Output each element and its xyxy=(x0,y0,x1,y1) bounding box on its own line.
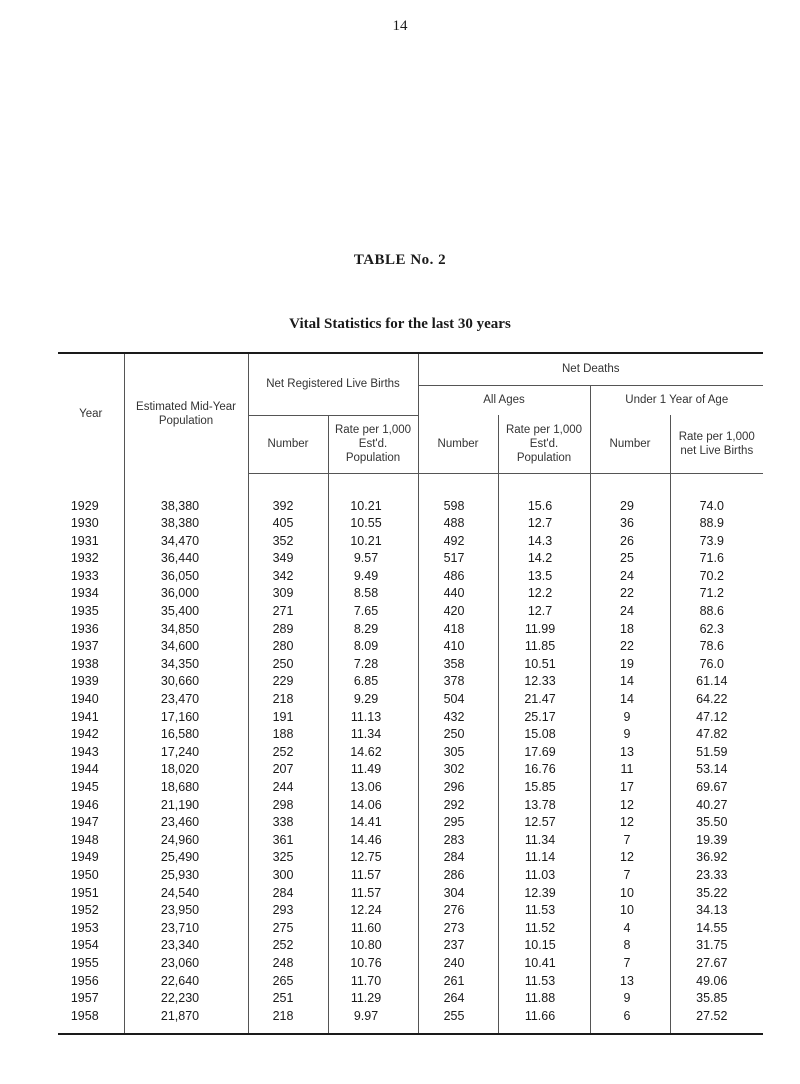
population-cell: 23,460 xyxy=(124,814,248,832)
population-cell: 36,050 xyxy=(124,568,248,586)
table-row xyxy=(58,920,763,938)
births-group-header: Net Registered Live Births xyxy=(248,353,418,415)
infant-deaths-cell: 22 xyxy=(590,638,670,656)
year-cell: 1953 xyxy=(70,920,99,935)
population-cell: 18,020 xyxy=(124,761,248,779)
infant-rate-cell: 36.92 xyxy=(670,849,763,867)
under-one-year-header: Under 1 Year of Age xyxy=(590,385,763,415)
infant-deaths-cell: 6 xyxy=(590,1008,670,1026)
births-number-cell: 265 xyxy=(248,973,328,991)
table-row xyxy=(58,1008,763,1026)
birth-rate-cell: 10.76 xyxy=(328,955,418,973)
birth-rate-cell: 8.58 xyxy=(328,585,418,603)
deaths-number-cell: 286 xyxy=(418,867,498,885)
deaths-number-cell: 264 xyxy=(418,990,498,1008)
table-row xyxy=(58,779,763,797)
death-rate-cell: 10.15 xyxy=(498,937,590,955)
births-number-cell: 289 xyxy=(248,621,328,639)
year-cell: 1951 xyxy=(70,885,99,900)
death-rate-cell: 16.76 xyxy=(498,761,590,779)
births-number-cell: 293 xyxy=(248,902,328,920)
infant-deaths-cell: 29 xyxy=(590,498,670,516)
deaths-number-cell: 273 xyxy=(418,920,498,938)
population-cell: 22,230 xyxy=(124,990,248,1008)
births-number-cell: 392 xyxy=(248,498,328,516)
table-row xyxy=(58,533,763,551)
infant-deaths-cell: 9 xyxy=(590,990,670,1008)
deaths-number-cell: 410 xyxy=(418,638,498,656)
death-rate-cell: 12.57 xyxy=(498,814,590,832)
infant-rate-cell: 34.13 xyxy=(670,902,763,920)
table-row xyxy=(58,867,763,885)
infant-rate-cell: 51.59 xyxy=(670,744,763,762)
birth-rate-cell: 10.21 xyxy=(328,498,418,516)
infant-deaths-cell: 22 xyxy=(590,585,670,603)
population-cell: 34,600 xyxy=(124,638,248,656)
birth-rate-cell: 10.80 xyxy=(328,937,418,955)
infant-deaths-cell: 7 xyxy=(590,955,670,973)
birth-rate-cell: 11.57 xyxy=(328,867,418,885)
death-rate-cell: 14.2 xyxy=(498,550,590,568)
deaths-number-cell: 378 xyxy=(418,673,498,691)
infant-rate-cell: 27.67 xyxy=(670,955,763,973)
table-row xyxy=(58,673,763,691)
year-cell: 1941 xyxy=(70,709,99,724)
death-rate-cell: 12.2 xyxy=(498,585,590,603)
population-cell: 36,000 xyxy=(124,585,248,603)
year-header: Year xyxy=(79,407,103,420)
population-cell: 23,950 xyxy=(124,902,248,920)
infant-deaths-cell: 14 xyxy=(590,691,670,709)
birth-rate-cell: 8.29 xyxy=(328,621,418,639)
table-row xyxy=(58,638,763,656)
births-number-cell: 338 xyxy=(248,814,328,832)
all-ages-header: All Ages xyxy=(418,385,590,415)
deaths-number-cell: 432 xyxy=(418,709,498,727)
infant-deaths-cell: 26 xyxy=(590,533,670,551)
death-rate-cell: 11.85 xyxy=(498,638,590,656)
deaths-number-cell: 420 xyxy=(418,603,498,621)
deaths-number-cell: 492 xyxy=(418,533,498,551)
birth-rate-cell: 10.55 xyxy=(328,515,418,533)
infant-rate-cell: 88.9 xyxy=(670,515,763,533)
birth-rate-cell: 11.34 xyxy=(328,726,418,744)
deaths-number-cell: 276 xyxy=(418,902,498,920)
table-row xyxy=(58,761,763,779)
death-rate-cell: 15.6 xyxy=(498,498,590,516)
year-cell: 1944 xyxy=(70,762,99,777)
year-cell: 1938 xyxy=(70,656,99,671)
births-number-cell: 342 xyxy=(248,568,328,586)
population-cell: 25,490 xyxy=(124,849,248,867)
deaths-number-cell: 504 xyxy=(418,691,498,709)
year-cell: 1946 xyxy=(70,797,99,812)
birth-rate-cell: 9.49 xyxy=(328,568,418,586)
year-cell: 1934 xyxy=(70,586,99,601)
population-cell: 22,640 xyxy=(124,973,248,991)
infant-deaths-cell: 12 xyxy=(590,814,670,832)
year-cell: 1955 xyxy=(70,955,99,970)
death-rate-cell: 12.33 xyxy=(498,673,590,691)
table-subtitle: Vital Statistics for the last 30 years xyxy=(289,316,511,332)
births-number-cell: 218 xyxy=(248,691,328,709)
infant-rate-cell: 73.9 xyxy=(670,533,763,551)
infant-deaths-number-header: Number xyxy=(590,415,670,473)
deaths-number-cell: 255 xyxy=(418,1008,498,1026)
table-row xyxy=(58,726,763,744)
deaths-number-header: Number xyxy=(418,415,498,473)
birth-rate-cell: 14.46 xyxy=(328,832,418,850)
infant-rate-cell: 14.55 xyxy=(670,920,763,938)
year-cell: 1948 xyxy=(70,832,99,847)
year-cell: 1952 xyxy=(70,903,99,918)
population-cell: 24,540 xyxy=(124,885,248,903)
year-cell: 1945 xyxy=(70,780,99,794)
deaths-number-cell: 296 xyxy=(418,779,498,797)
births-number-cell: 271 xyxy=(248,603,328,621)
deaths-number-cell: 486 xyxy=(418,568,498,586)
births-number-cell: 207 xyxy=(248,761,328,779)
birth-rate-cell: 7.65 xyxy=(328,603,418,621)
births-number-cell: 229 xyxy=(248,673,328,691)
births-number-cell: 244 xyxy=(248,779,328,797)
birth-rate-cell: 11.13 xyxy=(328,709,418,727)
year-cell: 1939 xyxy=(70,674,99,689)
deaths-number-cell: 295 xyxy=(418,814,498,832)
death-rate-cell: 13.5 xyxy=(498,568,590,586)
year-cell: 1943 xyxy=(70,744,99,759)
population-header: Estimated Mid-Year Population xyxy=(124,353,248,473)
table-row xyxy=(58,849,763,867)
deaths-number-cell: 250 xyxy=(418,726,498,744)
infant-deaths-cell: 8 xyxy=(590,937,670,955)
table-row xyxy=(58,902,763,920)
year-cell: 1933 xyxy=(70,568,99,583)
infant-rate-cell: 62.3 xyxy=(670,621,763,639)
infant-deaths-cell: 36 xyxy=(590,515,670,533)
death-rate-cell: 13.78 xyxy=(498,797,590,815)
infant-rate-cell: 27.52 xyxy=(670,1008,763,1026)
births-number-cell: 218 xyxy=(248,1008,328,1026)
deaths-number-cell: 304 xyxy=(418,885,498,903)
deaths-number-cell: 598 xyxy=(418,498,498,516)
infant-rate-cell: 35.85 xyxy=(670,990,763,1008)
deaths-number-cell: 283 xyxy=(418,832,498,850)
births-number-cell: 352 xyxy=(248,533,328,551)
birth-rate-cell: 9.29 xyxy=(328,691,418,709)
birth-rate-cell: 7.28 xyxy=(328,656,418,674)
table-row xyxy=(58,498,763,516)
birth-rate-cell: 9.57 xyxy=(328,550,418,568)
population-cell: 21,190 xyxy=(124,797,248,815)
year-cell: 1950 xyxy=(70,867,99,882)
population-cell: 36,440 xyxy=(124,550,248,568)
population-cell: 17,160 xyxy=(124,709,248,727)
infant-rate-cell: 49.06 xyxy=(670,973,763,991)
infant-rate-cell: 19.39 xyxy=(670,832,763,850)
table-row xyxy=(58,550,763,568)
infant-deaths-cell: 18 xyxy=(590,621,670,639)
population-cell: 34,850 xyxy=(124,621,248,639)
infant-deaths-cell: 9 xyxy=(590,709,670,727)
birth-rate-cell: 14.62 xyxy=(328,744,418,762)
death-rate-cell: 14.3 xyxy=(498,533,590,551)
table-row xyxy=(58,621,763,639)
death-rate-cell: 11.03 xyxy=(498,867,590,885)
table-row xyxy=(58,937,763,955)
death-rate-cell: 15.08 xyxy=(498,726,590,744)
births-number-cell: 284 xyxy=(248,885,328,903)
table-row xyxy=(58,797,763,815)
births-number-cell: 275 xyxy=(248,920,328,938)
infant-rate-cell: 53.14 xyxy=(670,761,763,779)
infant-deaths-cell: 7 xyxy=(590,867,670,885)
births-number-cell: 405 xyxy=(248,515,328,533)
death-rate-cell: 12.7 xyxy=(498,603,590,621)
infant-deaths-cell: 4 xyxy=(590,920,670,938)
table-body xyxy=(58,473,763,1034)
infant-deaths-cell: 9 xyxy=(590,726,670,744)
deaths-number-cell: 418 xyxy=(418,621,498,639)
table-row xyxy=(58,585,763,603)
death-rate-cell: 11.34 xyxy=(498,832,590,850)
page-number: 14 xyxy=(392,18,408,34)
population-cell: 34,470 xyxy=(124,533,248,551)
infant-deaths-cell: 12 xyxy=(590,849,670,867)
infant-deaths-cell: 24 xyxy=(590,568,670,586)
infant-deaths-cell: 14 xyxy=(590,673,670,691)
births-number-cell: 280 xyxy=(248,638,328,656)
infant-rate-cell: 47.12 xyxy=(670,709,763,727)
infant-death-rate-header: Rate per 1,000 net Live Births xyxy=(670,415,763,473)
population-cell: 38,380 xyxy=(124,515,248,533)
deaths-number-cell: 358 xyxy=(418,656,498,674)
population-cell: 23,470 xyxy=(124,691,248,709)
population-cell: 24,960 xyxy=(124,832,248,850)
infant-deaths-cell: 13 xyxy=(590,744,670,762)
birth-rate-cell: 10.21 xyxy=(328,533,418,551)
births-number-cell: 191 xyxy=(248,709,328,727)
population-cell: 16,580 xyxy=(124,726,248,744)
population-cell: 18,680 xyxy=(124,779,248,797)
deaths-number-cell: 284 xyxy=(418,849,498,867)
infant-rate-cell: 69.67 xyxy=(670,779,763,797)
death-rate-header: Rate per 1,000 Est'd. Population xyxy=(498,415,590,473)
infant-rate-cell: 31.75 xyxy=(670,937,763,955)
year-cell: 1940 xyxy=(70,692,99,707)
infant-deaths-cell: 25 xyxy=(590,550,670,568)
births-number-cell: 250 xyxy=(248,656,328,674)
table-row xyxy=(58,990,763,1008)
death-rate-cell: 15.85 xyxy=(498,779,590,797)
year-cell: 1936 xyxy=(70,621,99,636)
birth-rate-cell: 13.06 xyxy=(328,779,418,797)
death-rate-cell: 11.53 xyxy=(498,902,590,920)
births-number-cell: 248 xyxy=(248,955,328,973)
table-row xyxy=(58,691,763,709)
population-cell: 38,380 xyxy=(124,498,248,516)
table-row xyxy=(58,955,763,973)
birth-rate-cell: 14.41 xyxy=(328,814,418,832)
deaths-number-cell: 292 xyxy=(418,797,498,815)
table-row xyxy=(58,709,763,727)
infant-rate-cell: 71.2 xyxy=(670,585,763,603)
births-number-cell: 309 xyxy=(248,585,328,603)
population-cell: 23,710 xyxy=(124,920,248,938)
infant-deaths-cell: 11 xyxy=(590,761,670,779)
births-number-cell: 188 xyxy=(248,726,328,744)
deaths-group-header: Net Deaths xyxy=(418,353,763,385)
death-rate-cell: 17.69 xyxy=(498,744,590,762)
death-rate-cell: 21.47 xyxy=(498,691,590,709)
year-cell: 1949 xyxy=(70,850,99,865)
births-number-cell: 349 xyxy=(248,550,328,568)
death-rate-cell: 11.88 xyxy=(498,990,590,1008)
table-row xyxy=(58,814,763,832)
birth-rate-cell: 6.85 xyxy=(328,673,418,691)
infant-rate-cell: 71.6 xyxy=(670,550,763,568)
deaths-number-cell: 240 xyxy=(418,955,498,973)
birth-rate-cell: 11.49 xyxy=(328,761,418,779)
births-number-cell: 300 xyxy=(248,867,328,885)
birth-rate-cell: 12.24 xyxy=(328,902,418,920)
infant-rate-cell: 61.14 xyxy=(670,673,763,691)
births-number-cell: 325 xyxy=(248,849,328,867)
death-rate-cell: 12.7 xyxy=(498,515,590,533)
death-rate-cell: 11.14 xyxy=(498,849,590,867)
table-row xyxy=(58,973,763,991)
population-cell: 30,660 xyxy=(124,673,248,691)
year-cell: 1942 xyxy=(70,727,99,742)
death-rate-cell: 12.39 xyxy=(498,885,590,903)
year-cell: 1954 xyxy=(70,938,99,953)
infant-rate-cell: 35.50 xyxy=(670,814,763,832)
births-number-cell: 252 xyxy=(248,744,328,762)
infant-rate-cell: 35.22 xyxy=(670,885,763,903)
deaths-number-cell: 261 xyxy=(418,973,498,991)
birth-rate-cell: 9.97 xyxy=(328,1008,418,1026)
year-cell: 1956 xyxy=(70,973,99,988)
infant-deaths-cell: 10 xyxy=(590,902,670,920)
infant-rate-cell: 74.0 xyxy=(670,498,763,516)
population-cell: 17,240 xyxy=(124,744,248,762)
death-rate-cell: 10.41 xyxy=(498,955,590,973)
infant-deaths-cell: 24 xyxy=(590,603,670,621)
population-cell: 23,340 xyxy=(124,937,248,955)
year-cell: 1947 xyxy=(70,815,99,830)
year-cell: 1930 xyxy=(70,516,99,531)
table-title: TABLE No. 2 xyxy=(353,252,447,268)
infant-rate-cell: 23.33 xyxy=(670,867,763,885)
death-rate-cell: 11.52 xyxy=(498,920,590,938)
birth-rate-cell: 14.06 xyxy=(328,797,418,815)
death-rate-cell: 11.53 xyxy=(498,973,590,991)
population-cell: 25,930 xyxy=(124,867,248,885)
table-row xyxy=(58,832,763,850)
table-row xyxy=(58,885,763,903)
deaths-number-cell: 305 xyxy=(418,744,498,762)
infant-rate-cell: 40.27 xyxy=(670,797,763,815)
birth-rate-cell: 11.60 xyxy=(328,920,418,938)
birth-rate-header: Rate per 1,000 Est'd. Population xyxy=(328,415,418,473)
population-cell: 35,400 xyxy=(124,603,248,621)
year-cell: 1957 xyxy=(70,991,99,1006)
infant-rate-cell: 64.22 xyxy=(670,691,763,709)
table-row xyxy=(58,744,763,762)
infant-rate-cell: 47.82 xyxy=(670,726,763,744)
deaths-number-cell: 517 xyxy=(418,550,498,568)
death-rate-cell: 11.66 xyxy=(498,1008,590,1026)
deaths-number-cell: 440 xyxy=(418,585,498,603)
year-cell: 1929 xyxy=(70,498,99,513)
table-row xyxy=(58,603,763,621)
birth-rate-cell: 12.75 xyxy=(328,849,418,867)
infant-rate-cell: 70.2 xyxy=(670,568,763,586)
birth-rate-cell: 11.70 xyxy=(328,973,418,991)
population-cell: 21,870 xyxy=(124,1008,248,1026)
infant-rate-cell: 88.6 xyxy=(670,603,763,621)
infant-deaths-cell: 10 xyxy=(590,885,670,903)
deaths-number-cell: 488 xyxy=(418,515,498,533)
deaths-number-cell: 302 xyxy=(418,761,498,779)
infant-rate-cell: 76.0 xyxy=(670,656,763,674)
population-cell: 34,350 xyxy=(124,656,248,674)
infant-deaths-cell: 12 xyxy=(590,797,670,815)
infant-deaths-cell: 7 xyxy=(590,832,670,850)
infant-rate-cell: 78.6 xyxy=(670,638,763,656)
vital-statistics-table xyxy=(58,352,763,1035)
death-rate-cell: 25.17 xyxy=(498,709,590,727)
birth-rate-cell: 11.57 xyxy=(328,885,418,903)
infant-deaths-cell: 19 xyxy=(590,656,670,674)
table-row xyxy=(58,568,763,586)
death-rate-cell: 10.51 xyxy=(498,656,590,674)
births-number-cell: 251 xyxy=(248,990,328,1008)
year-cell: 1931 xyxy=(70,533,99,548)
births-number-header: Number xyxy=(248,415,328,473)
population-cell: 23,060 xyxy=(124,955,248,973)
infant-deaths-cell: 13 xyxy=(590,973,670,991)
infant-deaths-cell: 17 xyxy=(590,779,670,797)
deaths-number-cell: 237 xyxy=(418,937,498,955)
year-cell: 1937 xyxy=(70,639,99,654)
table-row xyxy=(58,656,763,674)
births-number-cell: 298 xyxy=(248,797,328,815)
year-cell: 1932 xyxy=(70,551,99,566)
births-number-cell: 252 xyxy=(248,937,328,955)
table-row xyxy=(58,515,763,533)
death-rate-cell: 11.99 xyxy=(498,621,590,639)
birth-rate-cell: 8.09 xyxy=(328,638,418,656)
year-cell: 1958 xyxy=(70,1008,99,1023)
birth-rate-cell: 11.29 xyxy=(328,990,418,1008)
births-number-cell: 361 xyxy=(248,832,328,850)
year-cell: 1935 xyxy=(70,604,99,619)
